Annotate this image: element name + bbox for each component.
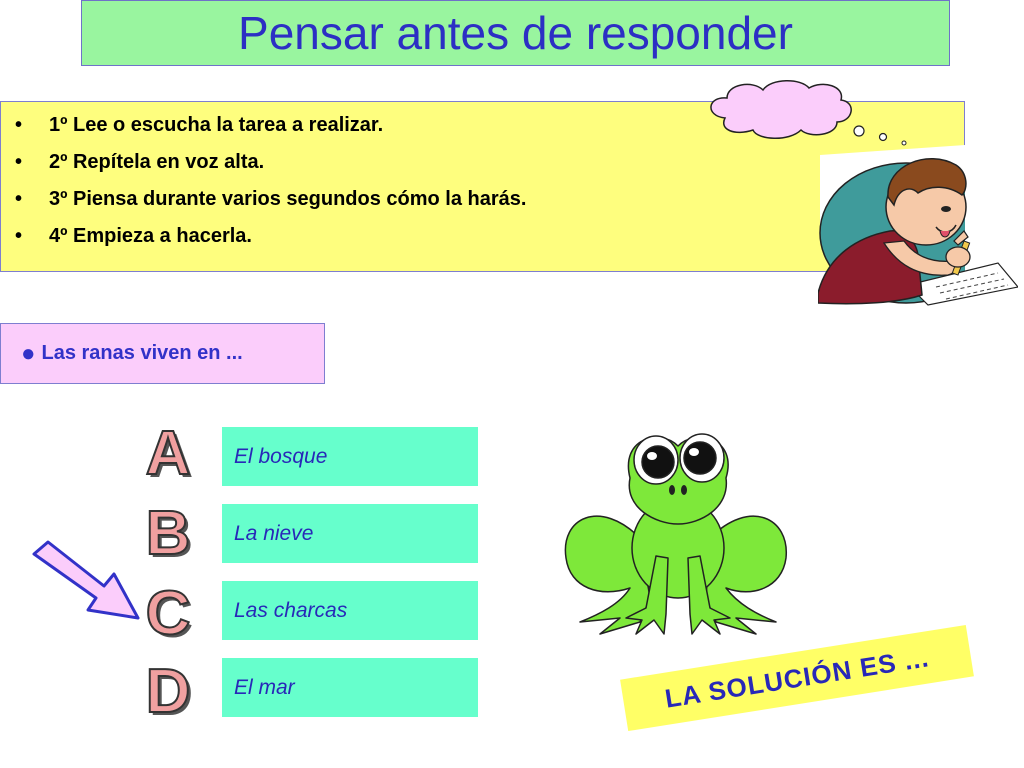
bullet-icon: •: [15, 188, 23, 210]
answer-option-c[interactable]: Las charcas: [222, 581, 478, 640]
bullet-icon: •: [15, 225, 23, 247]
step-text: 4º Empieza a hacerla.: [49, 225, 252, 247]
answer-option-a[interactable]: El bosque: [222, 427, 478, 486]
option-letter-a: A: [145, 419, 191, 488]
option-letter-d: D: [145, 657, 191, 726]
step-text: 1º Lee o escucha la tarea a realizar.: [49, 114, 384, 136]
boy-writing-illustration: [818, 145, 1018, 310]
question-box: [0, 323, 325, 384]
frog-illustration: [560, 428, 800, 638]
question-text: Las ranas viven en ...: [41, 342, 243, 364]
bullet-icon: ●: [21, 339, 36, 367]
page-title: Pensar antes de responder: [238, 7, 793, 59]
solution-banner: [620, 625, 974, 731]
step-text: 3º Piensa durante varios segundos cómo la harás.: [49, 188, 527, 210]
thought-bubble-icon: [705, 78, 915, 150]
answer-option-b[interactable]: La nieve: [222, 504, 478, 563]
bullet-icon: •: [15, 114, 23, 136]
step-text: 2º Repítela en voz alta.: [49, 151, 265, 173]
answer-option-d[interactable]: El mar: [222, 658, 478, 717]
bullet-icon: •: [15, 151, 23, 173]
solution-label: LA SOLUCIÓN ES ...: [662, 641, 932, 714]
option-letter-c: C: [145, 579, 191, 648]
option-letter-b: B: [145, 499, 191, 568]
title-banner: [81, 0, 950, 66]
pointer-arrow-icon: [30, 540, 142, 624]
